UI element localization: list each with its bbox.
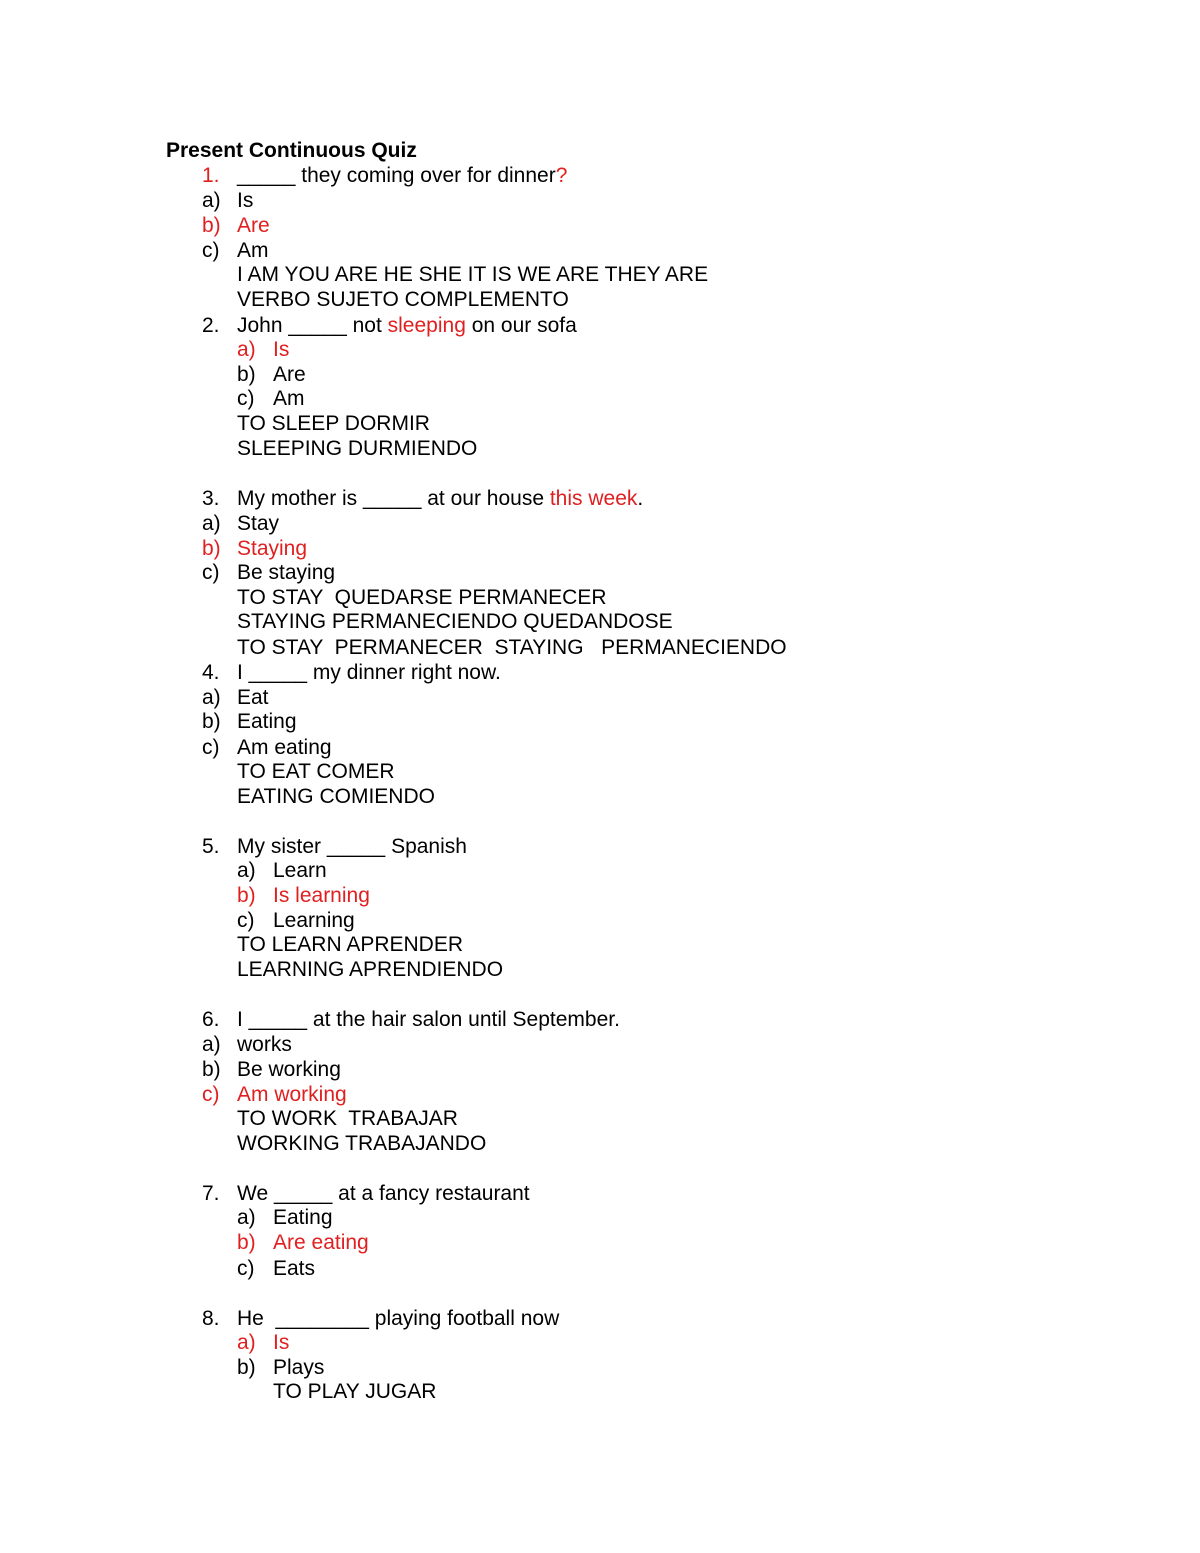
quiz-line xyxy=(237,487,643,511)
note-line xyxy=(237,1107,458,1131)
highlighted-text: Is xyxy=(273,338,290,361)
quiz-line xyxy=(273,1206,333,1230)
item-marker: b) xyxy=(202,214,221,237)
quiz-line xyxy=(237,686,269,710)
item-marker: a) xyxy=(202,189,221,212)
note-line xyxy=(237,288,569,312)
note-line xyxy=(237,610,673,634)
quiz-line xyxy=(273,1257,315,1281)
line-text: Are xyxy=(273,363,306,386)
line-text: LEARNING APRENDIENDO xyxy=(237,958,504,981)
line-text: TO EAT COMER xyxy=(237,760,395,783)
quiz-line xyxy=(237,189,253,213)
line-text: I AM YOU ARE HE SHE IT IS WE ARE THEY ARE xyxy=(237,263,709,286)
line-text: Be staying xyxy=(237,561,336,584)
quiz-line xyxy=(237,736,332,760)
quiz-line xyxy=(273,387,305,411)
quiz-line xyxy=(237,1083,347,1107)
line-text: on our sofa xyxy=(465,314,577,337)
quiz-line xyxy=(237,710,297,734)
quiz-line xyxy=(273,1356,324,1380)
highlighted-text: this week xyxy=(549,487,638,510)
line-text: _____ they coming over for dinner xyxy=(237,164,556,187)
line-text: TO STAY QUEDARSE PERMANECER xyxy=(237,586,607,609)
note-line xyxy=(237,933,463,957)
item-marker: a) xyxy=(237,338,256,361)
note-line xyxy=(237,586,607,610)
line-text: Eats xyxy=(273,1257,316,1280)
quiz-line xyxy=(237,661,501,685)
highlighted-text: Are eating xyxy=(273,1231,369,1254)
line-text: Learn xyxy=(273,859,327,882)
note-line xyxy=(273,1380,436,1404)
quiz-line xyxy=(273,859,327,883)
line-text: STAYING PERMANECIENDO QUEDANDOSE xyxy=(237,610,673,633)
item-marker: 7. xyxy=(202,1182,220,1205)
item-marker: 1. xyxy=(202,164,220,187)
item-marker: c) xyxy=(202,561,220,584)
quiz-line xyxy=(237,164,567,188)
line-text: TO SLEEP DORMIR xyxy=(237,412,430,435)
line-text: Eating xyxy=(237,710,297,733)
item-marker: 2. xyxy=(202,314,220,337)
quiz-line xyxy=(273,338,289,362)
item-marker: c) xyxy=(202,736,220,759)
item-marker: 4. xyxy=(202,661,220,684)
item-marker: c) xyxy=(237,1257,255,1280)
line-text: He ________ playing football now xyxy=(237,1307,560,1330)
line-text: SLEEPING DURMIENDO xyxy=(237,437,478,460)
item-marker: 5. xyxy=(202,835,220,858)
quiz-line xyxy=(237,239,269,263)
quiz-line xyxy=(237,1008,620,1032)
highlighted-text: Are xyxy=(237,214,270,237)
item-marker: a) xyxy=(237,1206,256,1229)
highlighted-text: sleeping xyxy=(387,314,466,337)
line-text: Eat xyxy=(237,686,269,709)
note-line xyxy=(237,437,477,461)
line-text: John _____ not xyxy=(237,314,388,337)
line-text: Am eating xyxy=(237,736,332,759)
quiz-line xyxy=(273,1231,369,1255)
line-text: TO LEARN APRENDER xyxy=(237,933,464,956)
line-text: TO PLAY JUGAR xyxy=(273,1380,437,1403)
line-text: We _____ at a fancy restaurant xyxy=(237,1182,530,1205)
line-text: My mother is _____ at our house xyxy=(237,487,550,510)
quiz-line xyxy=(273,1331,289,1355)
line-text: WORKING TRABAJANDO xyxy=(237,1132,487,1155)
note-line xyxy=(237,412,430,436)
item-marker: a) xyxy=(202,686,221,709)
highlighted-text: Staying xyxy=(237,537,308,560)
line-text: Am xyxy=(237,239,269,262)
item-marker: b) xyxy=(202,710,221,733)
line-text: My sister _____ Spanish xyxy=(237,835,467,858)
highlighted-text: Is xyxy=(273,1331,290,1354)
quiz-line xyxy=(237,1033,292,1057)
line-text: EATING COMIENDO xyxy=(237,785,435,808)
item-marker: b) xyxy=(202,1058,221,1081)
line-text: Eating xyxy=(273,1206,333,1229)
line-text: Learning xyxy=(273,909,355,932)
item-marker: c) xyxy=(202,239,220,262)
item-marker: b) xyxy=(237,1231,256,1254)
item-marker: c) xyxy=(202,1083,220,1106)
note-line xyxy=(237,958,503,982)
item-marker: c) xyxy=(237,387,255,410)
line-text: I _____ my dinner right now. xyxy=(237,661,501,684)
line-text: Plays xyxy=(273,1356,325,1379)
quiz-title: Present Continuous Quiz xyxy=(166,139,417,162)
item-marker: 8. xyxy=(202,1307,220,1330)
highlighted-text: Am working xyxy=(237,1083,347,1106)
line-text: I _____ at the hair salon until September. xyxy=(237,1008,620,1031)
item-marker: b) xyxy=(202,537,221,560)
line-text: TO STAY PERMANECER STAYING PERMANECIENDO xyxy=(237,636,787,659)
line-text: Stay xyxy=(237,512,280,535)
highlighted-text: ? xyxy=(555,164,568,187)
item-marker: a) xyxy=(237,1331,256,1354)
note-line xyxy=(237,263,708,287)
item-marker: 3. xyxy=(202,487,220,510)
quiz-line xyxy=(237,214,270,238)
quiz-line xyxy=(273,909,355,933)
item-marker: 6. xyxy=(202,1008,220,1031)
quiz-line xyxy=(237,1058,341,1082)
item-marker: a) xyxy=(202,1033,221,1056)
quiz-line xyxy=(237,835,467,859)
quiz-line xyxy=(237,314,577,338)
line-text: Be working xyxy=(237,1058,341,1081)
quiz-line xyxy=(237,537,307,561)
item-marker: b) xyxy=(237,1356,256,1379)
line-text: TO WORK TRABAJAR xyxy=(237,1107,458,1130)
note-line xyxy=(237,785,435,809)
quiz-line xyxy=(273,363,306,387)
line-text: . xyxy=(637,487,644,510)
item-marker: b) xyxy=(237,363,256,386)
note-line xyxy=(237,1132,486,1156)
item-marker: b) xyxy=(237,884,256,907)
quiz-line xyxy=(273,884,370,908)
highlighted-text: Is learning xyxy=(273,884,370,907)
line-text: VERBO SUJETO COMPLEMENTO xyxy=(237,288,569,311)
item-marker: c) xyxy=(237,909,255,932)
quiz-line xyxy=(237,1307,559,1331)
item-marker: a) xyxy=(237,859,256,882)
note-line xyxy=(237,760,395,784)
line-text: Is xyxy=(237,189,254,212)
line-text: works xyxy=(237,1033,292,1056)
quiz-line xyxy=(237,1182,530,1206)
item-marker: a) xyxy=(202,512,221,535)
quiz-line xyxy=(237,512,279,536)
note-line xyxy=(237,636,787,660)
line-text: Am xyxy=(273,387,305,410)
quiz-line xyxy=(237,561,335,585)
